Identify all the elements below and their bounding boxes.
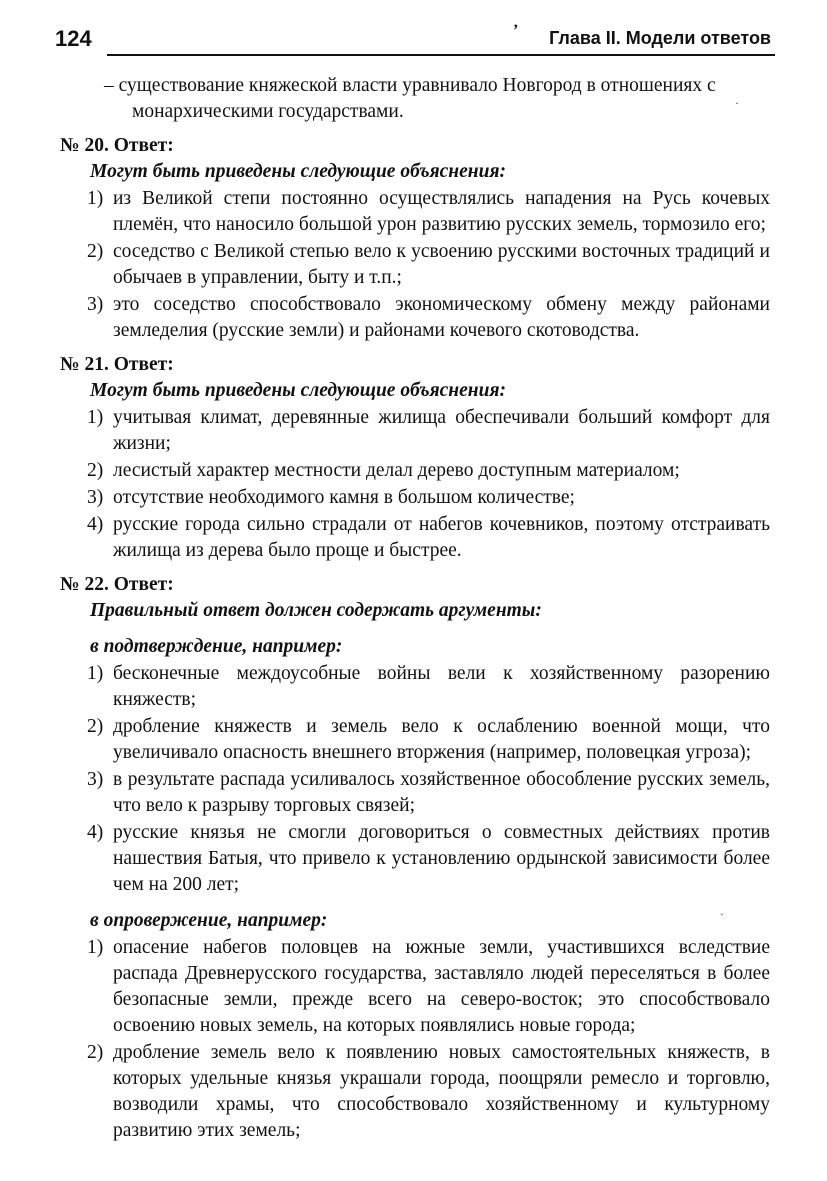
list-item-text: в результате распада усиливалось хозяйственное обособление русских земель, что вело к разрыву торговых связей; bbox=[113, 769, 770, 816]
list-item bbox=[58, 239, 770, 291]
list-item-text: опасение набегов половцев на южные земли, участившихся вследствие распада Древнерусского государства, заставляло людей переселяться в более безопасные земли, прежде всего на северо-восток; это способствовало освоению новых земель, на которых появлялись новые города; bbox=[113, 937, 770, 1036]
numbered-list bbox=[58, 661, 770, 898]
list-item bbox=[58, 458, 770, 484]
list-item-number: 3) bbox=[87, 769, 104, 790]
list-item-text: это соседство способствовало экономическому обмену между районами земледелия (русские земли) и районами кочевого скотоводства. bbox=[113, 294, 770, 341]
list-item-text: дробление земель вело к появлению новых самостоятельных княжеств, в которых удельные князья украшали города, поощряли ремесло и торговлю, возводили храмы, что способствовало хозяйственному и культурному развитию этих земель; bbox=[113, 1042, 770, 1141]
list-item-text: соседство с Великой степью вело к усвоению русскими восточных традиций и обычаев в управлении, быту и т.п.; bbox=[113, 241, 770, 288]
list-item bbox=[58, 512, 770, 564]
numbered-list bbox=[58, 935, 770, 1144]
list-item-number: 2) bbox=[87, 460, 104, 481]
answer-title: № 20. Ответ: bbox=[60, 135, 174, 156]
section-heading: Могут быть приведены следующие объяснения: bbox=[90, 161, 506, 182]
list-item bbox=[58, 661, 770, 713]
list-item-text: отсутствие необходимого камня в большом количестве; bbox=[113, 487, 575, 508]
list-item bbox=[58, 485, 770, 511]
list-item-text: русские князья не смогли договориться о совместных действиях против нашествия Батыя, что привело к установлению ордынской зависимости более чем на 200 лет; bbox=[113, 822, 770, 895]
answer-block bbox=[58, 352, 770, 564]
list-item-number: 2) bbox=[87, 241, 104, 262]
list-item bbox=[58, 714, 770, 766]
print-speck-tick: ˎ bbox=[720, 902, 724, 916]
list-item-number: 1) bbox=[87, 937, 104, 958]
intro-dash-item: – существование княжеской власти уравнивало Новгород в отношениях с монархическими государствами. bbox=[104, 75, 716, 122]
list-item bbox=[58, 186, 770, 238]
print-speck-dot: · bbox=[735, 96, 739, 110]
answer-title: № 21. Ответ: bbox=[60, 354, 174, 375]
answers-container bbox=[58, 133, 770, 1144]
list-item-number: 2) bbox=[87, 1042, 104, 1063]
section-heading: в подтверждение, например: bbox=[90, 636, 343, 657]
list-item-number: 1) bbox=[87, 188, 104, 209]
list-item-text: учитывая климат, деревянные жилища обеспечивали больший комфорт для жизни; bbox=[113, 407, 770, 454]
list-item-text: дробление княжеств и земель вело к ослаблению военной мощи, что увеличивало опасность внешнего вторжения (например, половецкая угроза); bbox=[113, 716, 770, 763]
section-heading: Могут быть приведены следующие объяснения: bbox=[90, 380, 506, 401]
numbered-list bbox=[58, 405, 770, 564]
page-header bbox=[51, 22, 775, 56]
numbered-list bbox=[58, 186, 770, 344]
print-speck: ʼ bbox=[513, 22, 519, 39]
page-number: 124 bbox=[55, 26, 92, 51]
section-heading: в опровержение, например: bbox=[90, 910, 328, 931]
header-rule bbox=[107, 54, 775, 56]
list-item-number: 2) bbox=[87, 716, 104, 737]
list-item bbox=[58, 405, 770, 457]
answer-block bbox=[58, 572, 770, 1144]
section-heading: Правильный ответ должен содержать аргументы: bbox=[90, 600, 542, 621]
list-item-number: 1) bbox=[87, 663, 104, 684]
list-item-text: лесистый характер местности делал дерево доступным материалом; bbox=[113, 460, 680, 481]
list-item-number: 1) bbox=[87, 407, 104, 428]
list-item bbox=[58, 820, 770, 898]
list-item bbox=[58, 935, 770, 1039]
answer-title: № 22. Ответ: bbox=[60, 574, 174, 595]
page-content bbox=[58, 73, 770, 1144]
list-item-number: 4) bbox=[87, 822, 104, 843]
answer-block bbox=[58, 133, 770, 344]
list-item-text: из Великой степи постоянно осуществлялись нападения на Русь кочевых племён, что наносило большой урон развитию русских земель, тормозило его; bbox=[113, 188, 770, 235]
chapter-title: Глава II. Модели ответов bbox=[549, 28, 771, 48]
list-item-number: 3) bbox=[87, 294, 104, 315]
list-item-number: 3) bbox=[87, 487, 104, 508]
list-item-text: бесконечные междоусобные войны вели к хозяйственному разорению княжеств; bbox=[113, 663, 770, 710]
list-item-number: 4) bbox=[87, 514, 104, 535]
list-item-text: русские города сильно страдали от набегов кочевников, поэтому отстраивать жилища из дерева было проще и быстрее. bbox=[113, 514, 770, 561]
list-item bbox=[58, 292, 770, 344]
list-item bbox=[58, 767, 770, 819]
list-item bbox=[58, 1040, 770, 1144]
